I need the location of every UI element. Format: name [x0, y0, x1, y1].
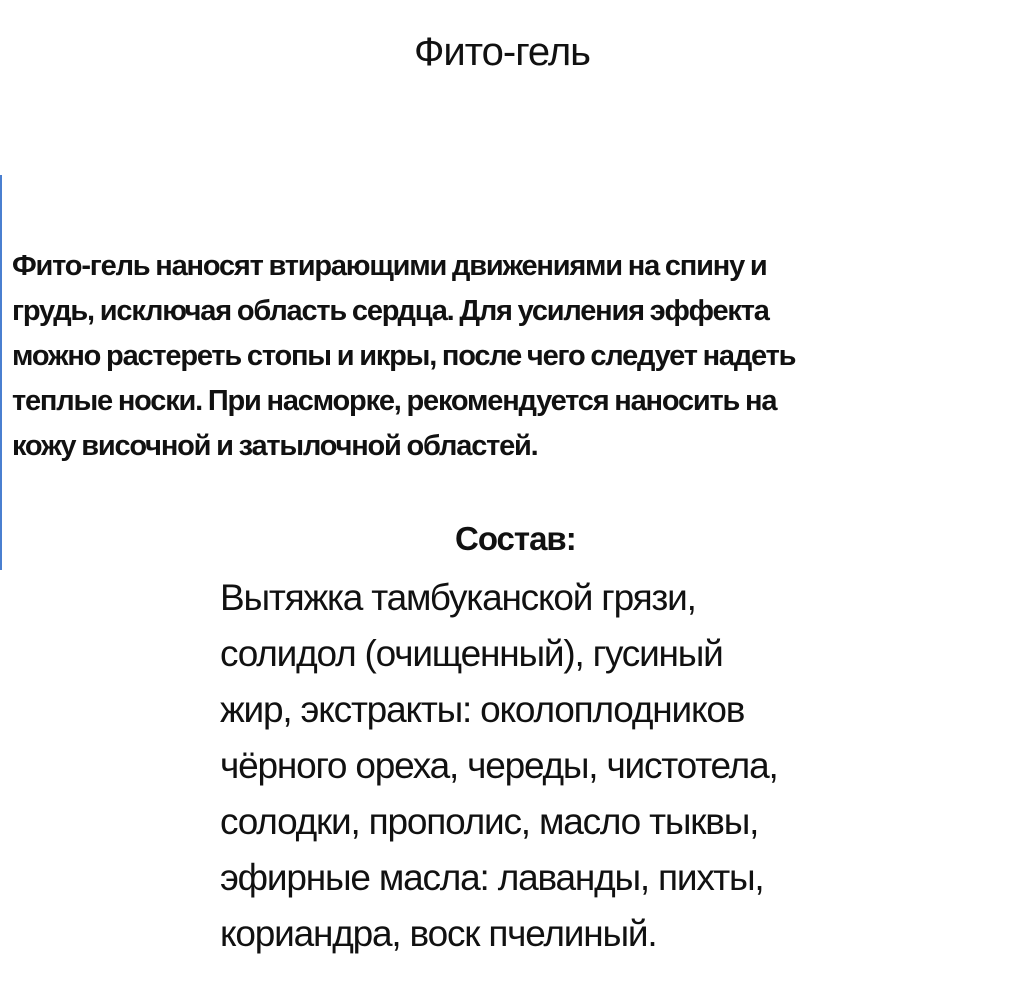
ingredient-line: солидол (очищенный), гусиный: [220, 633, 723, 674]
description-line: грудь, исключая область сердца. Для усиления эффекта: [12, 295, 769, 327]
ingredient-line: Вытяжка тамбуканской грязи,: [220, 577, 696, 618]
left-accent-rule: [0, 175, 2, 570]
description-line: Фито-гель наносят втирающими движениями на спину и: [12, 250, 767, 282]
ingredient-line: жир, экстракты: околоплодников: [220, 689, 745, 730]
description-line: можно растереть стопы и икры, после чего следует надеть: [12, 340, 796, 372]
ingredient-line: кориандра, воск пчелиный.: [220, 913, 657, 954]
ingredient-line: чёрного ореха, череды, чистотела,: [220, 745, 778, 786]
composition-ingredients: [220, 570, 1010, 962]
ingredient-line: эфирные масла: лаванды, пихты,: [220, 857, 764, 898]
composition-heading: Состав:: [455, 520, 576, 557]
description-line: теплые носки. При насморке, рекомендуется наносить на: [12, 385, 777, 417]
page-title: Фито-гель: [414, 30, 590, 74]
ingredient-line: солодки, прополис, масло тыквы,: [220, 801, 759, 842]
usage-description: [12, 244, 1012, 469]
description-line: кожу височной и затылочной областей.: [12, 430, 538, 462]
